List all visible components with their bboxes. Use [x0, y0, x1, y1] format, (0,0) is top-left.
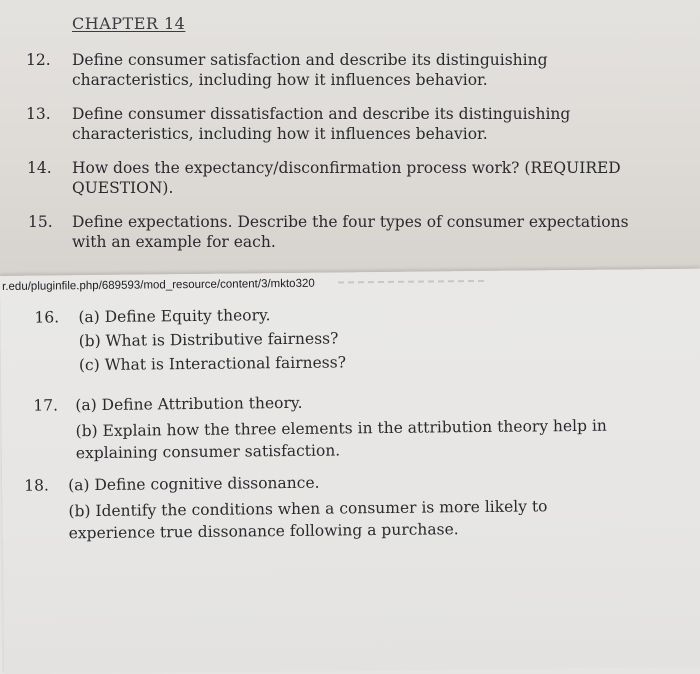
question-number: 13.: [26, 105, 51, 123]
question-text: [78, 304, 346, 375]
question-text: [72, 50, 548, 90]
question-line: Define expectations. Describe the four types of consumer expectations: [72, 213, 629, 231]
question-text: [72, 104, 570, 144]
question-line: How does the expectancy/disconfirmation process work? (REQUIRED: [72, 159, 621, 177]
question-text: [72, 158, 621, 198]
question-line: (b) Explain how the three elements in the attribution theory help in: [75, 416, 607, 441]
question-line: (a) Define Attribution theory.: [75, 393, 303, 415]
bottom-page: [0, 269, 700, 674]
question-text: [75, 390, 607, 464]
question-number: 18.: [24, 476, 49, 495]
question-number: 14.: [27, 159, 52, 177]
question-text: [68, 470, 548, 543]
question-number: 17.: [33, 396, 59, 415]
chapter-heading: CHAPTER 14: [72, 14, 186, 33]
question-line: (a) Define Equity theory.: [78, 306, 271, 327]
question-line: QUESTION).: [72, 179, 174, 197]
url-faded-text: [338, 276, 488, 288]
question-line: with an example for each.: [72, 233, 276, 251]
top-page: [0, 0, 700, 282]
url-text: r.edu/pluginfile.php/689593/mod_resource/content/3/mkto320: [2, 277, 315, 293]
question-number: 15.: [28, 213, 53, 231]
question-line: characteristics, including how it influences behavior.: [72, 125, 488, 143]
question-line: Define consumer satisfaction and describe its distinguishing: [72, 51, 548, 69]
question-line: (b) What is Distributive fairness?: [78, 329, 339, 351]
question-number: 12.: [26, 51, 51, 69]
question-line: characteristics, including how it influences behavior.: [72, 71, 488, 89]
question-line: (a) Define cognitive dissonance.: [68, 473, 320, 495]
question-line: (c) What is Interactional fairness?: [78, 353, 347, 375]
question-text: [72, 212, 629, 252]
question-line: experience true dissonance following a purchase.: [68, 520, 459, 543]
question-line: Define consumer dissatisfaction and describe its distinguishing: [72, 105, 571, 123]
question-number: 16.: [34, 308, 60, 327]
question-line: (b) Identify the conditions when a consumer is more likely to: [68, 497, 548, 521]
question-line: explaining consumer satisfaction.: [75, 441, 341, 463]
